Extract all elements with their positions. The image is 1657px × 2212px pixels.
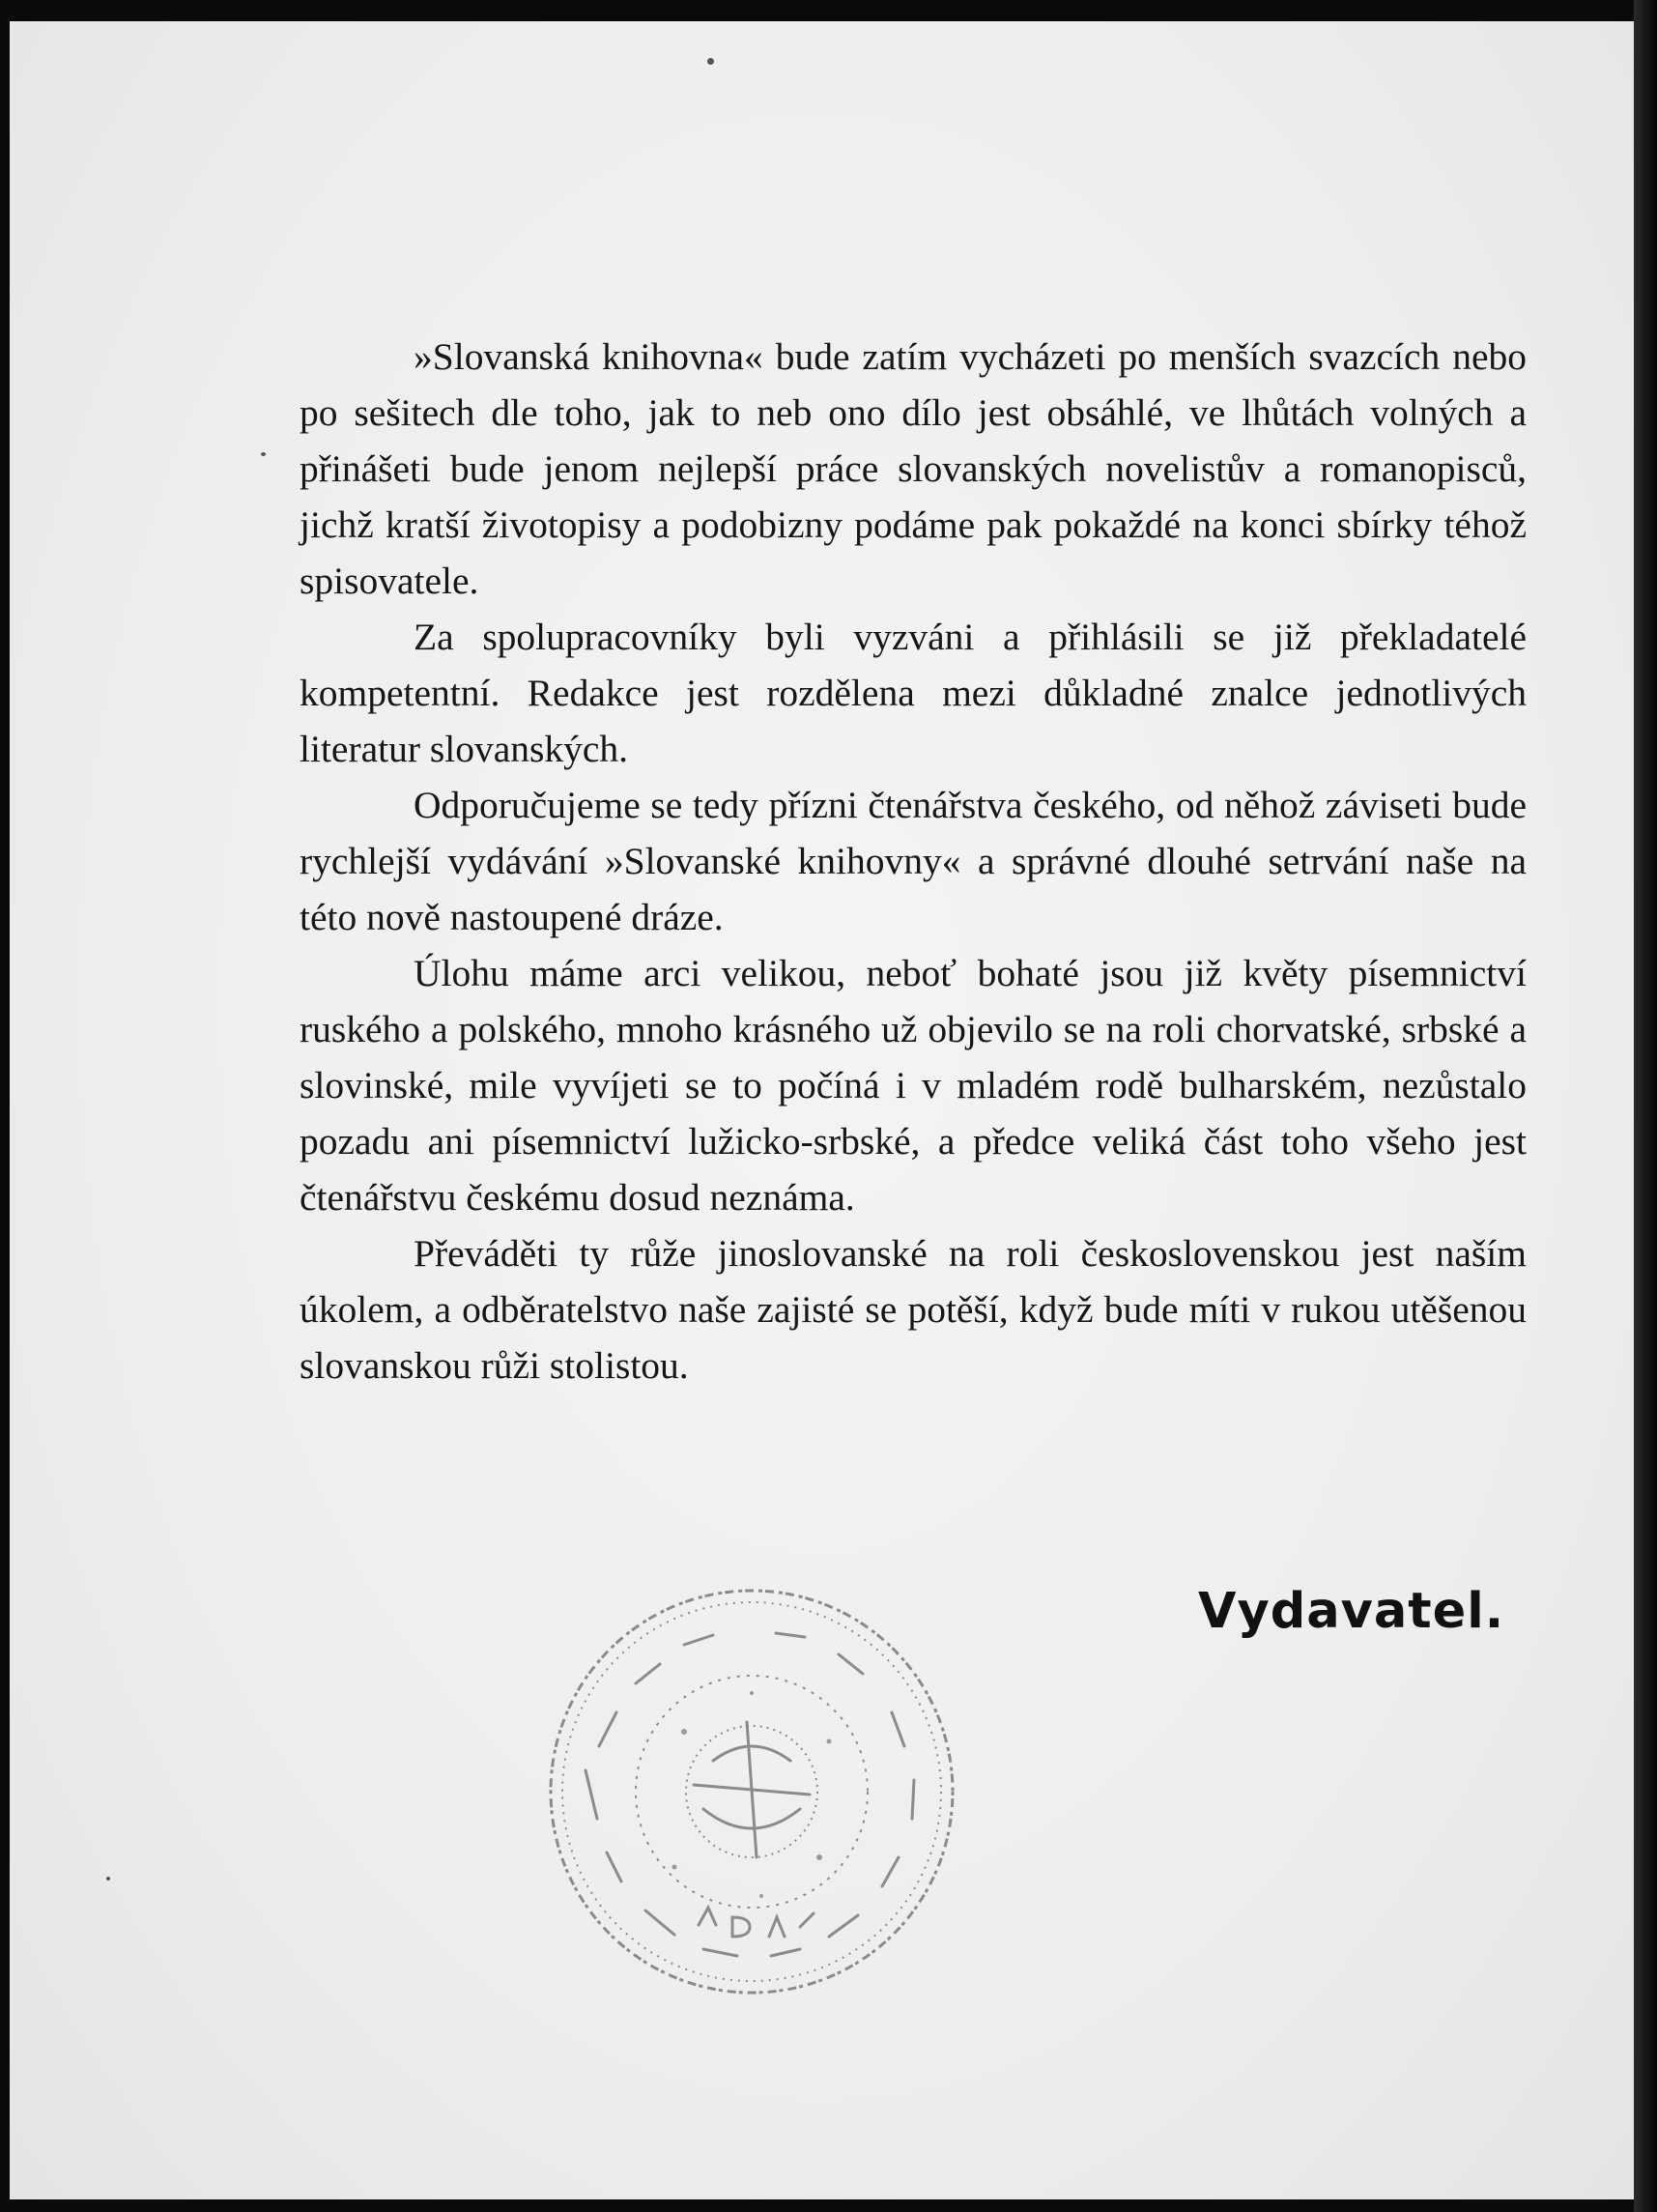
- signature-publisher: Vydavatel.: [1198, 1583, 1505, 1640]
- paragraph-3: Odporučujeme se tedy přízni čtenářstva českého, od něhož záviseti bude rychlejší vydávání »Slovanské knihovny« a správné dlouhé setrvání naše na této nově nastoupené dráze.: [300, 784, 1527, 938]
- library-stamp-icon: [539, 1577, 964, 2002]
- page-edge-shadow: [1634, 0, 1657, 2212]
- publisher-announcement: [300, 329, 1527, 1393]
- ink-speck: [707, 58, 714, 65]
- paragraph-5: Převáděti ty růže jinoslovanské na roli československou jest naším úkolem, a odběratelstvo naše zajisté se potěší, když bude míti v rukou utěšenou slovanskou růži stolistou.: [300, 1232, 1527, 1387]
- ink-speck: [261, 452, 266, 456]
- paper-sheet: [10, 21, 1635, 2199]
- paragraph-2: Za spolupracovníky byli vyzváni a přihlásili se již překladatelé kompetentní. Redakce jest rozdělena mezi důkladné znalce jednotlivých literatur slovanských.: [300, 616, 1527, 770]
- paragraph-1: »Slovanská knihovna« bude zatím vycházeti po menších svazcích nebo po sešitech dle toho, jak to neb ono dílo jest obsáhlé, ve lhůtách volných a přinášeti bude jenom nejlepší práce slovanských novelistův a romanopisců, jichž kratší životopisy a podobizny podáme pak pokaždé na konci sbírky téhož spisovatele.: [300, 335, 1527, 602]
- ink-speck: [106, 1877, 110, 1881]
- paragraph-4: Úlohu máme arci velikou, neboť bohaté jsou již květy písemnictví ruského a polského, mnoho krásného už objevilo se na roli chorvatské, srbské a slovinské, mile vyvíjeti se to počíná i v mladém rodě bulharském, nezůstalo pozadu ani písemnictví lužicko-srbské, a předce veliká část toho všeho jest čtenářstvu českému dosud neznáma.: [300, 952, 1527, 1219]
